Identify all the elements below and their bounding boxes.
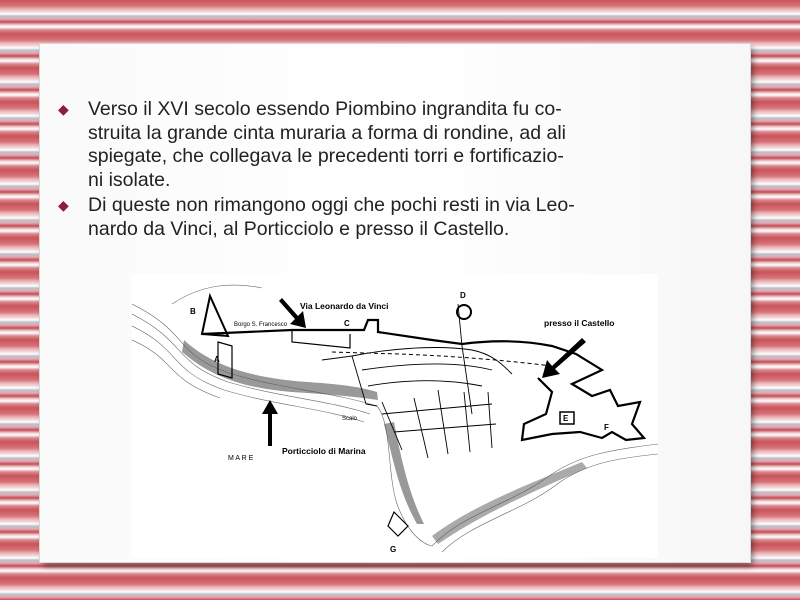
bullet-1-line-4: ni isolate. xyxy=(88,168,171,191)
letter-f: F xyxy=(604,423,609,432)
borgo-wall xyxy=(292,330,350,348)
letter-e: E xyxy=(563,414,569,423)
diamond-bullet-icon: ◆ xyxy=(58,197,69,213)
diamond-bullet-icon: ◆ xyxy=(58,101,69,117)
city-walls-map xyxy=(132,274,658,558)
label-mare: M A R E xyxy=(228,455,254,462)
label-borgo: Borgo S. Francesco xyxy=(234,322,288,328)
label-scalo: Scalo xyxy=(342,416,358,422)
letter-g: G xyxy=(390,545,397,554)
town-blocks xyxy=(322,304,512,458)
bullet-2-line-1: Di queste non rimangono oggi che pochi resti in via Leo- xyxy=(88,194,575,216)
label-via-leonardo: Via Leonardo da Vinci xyxy=(300,301,389,311)
bullet-list xyxy=(58,98,718,243)
arrow-castello-icon xyxy=(542,338,586,378)
bullet-1-line-2: struita la grande cinta muraria a forma di rondine, ad ali xyxy=(88,121,566,144)
letter-a: A xyxy=(214,355,220,364)
coast-rocks xyxy=(182,340,587,544)
letter-c: C xyxy=(344,319,350,328)
bullet-1-line-3: spiegate, che collegava le precedenti torri e fortificazio- xyxy=(88,145,564,167)
label-porticciolo: Porticciolo di Marina xyxy=(282,446,366,456)
bullet-1-line-1: Verso il XVI secolo essendo Piombino ingrandita fu co- xyxy=(88,98,562,120)
bullet-item-1 xyxy=(58,98,718,192)
arrow-porticciolo-icon xyxy=(262,400,278,446)
slide xyxy=(40,44,750,562)
map-drawing xyxy=(132,274,658,558)
bastion-b xyxy=(202,296,228,336)
letter-d: D xyxy=(460,291,466,300)
label-presso-castello: presso il Castello xyxy=(544,318,615,328)
letter-b: B xyxy=(190,307,196,316)
bullet-item-2 xyxy=(58,194,718,241)
pier-g xyxy=(388,512,408,536)
bullet-2-line-2: nardo da Vinci, al Porticciolo e presso il Castello. xyxy=(88,217,510,240)
